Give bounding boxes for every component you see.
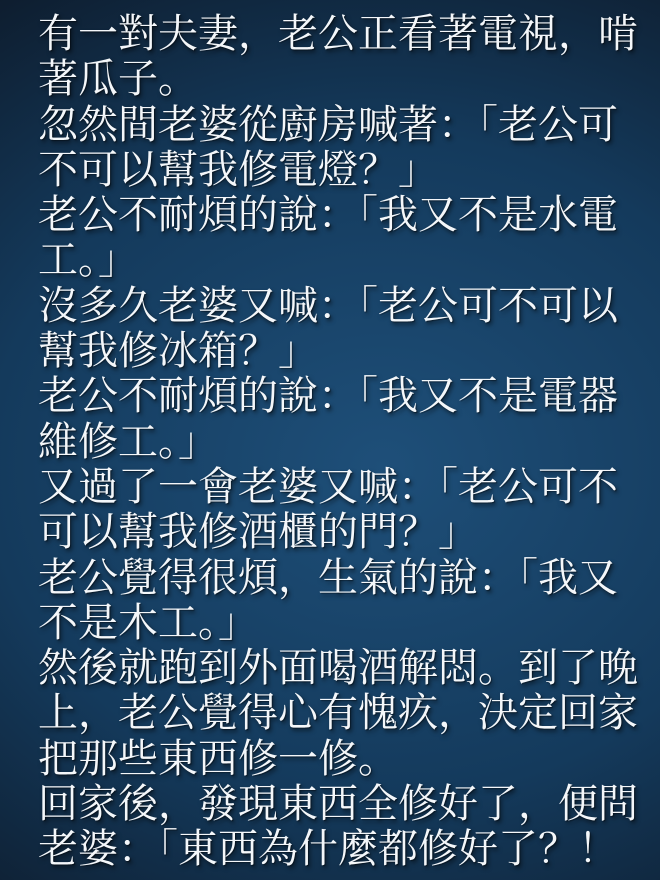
text-line: 可以幫我修酒櫃的門？」 [38, 509, 478, 556]
story-text-block [38, 12, 644, 873]
text-line: 有一對夫妻，老公正看著電視，啃 [38, 11, 638, 57]
text-line: 工。」 [38, 237, 138, 284]
text-line: 不可以幫我修電燈？」 [38, 146, 438, 193]
text-line: 上，老公覺得心有愧疚，決定回家 [38, 690, 638, 737]
text-line: 不是木工。」 [38, 599, 258, 646]
text-line: 維修工。」 [38, 418, 218, 465]
text-line: 老公不耐煩的說：「我又不是電器 [38, 373, 618, 420]
text-line: 把那些東西修一修。 [38, 735, 398, 782]
text-line: 老公覺得很煩，生氣的說：「我又 [38, 554, 618, 601]
text-line: 幫我修冰箱？」 [38, 328, 318, 375]
text-line: 然後就跑到外面喝酒解悶。到了晚 [38, 645, 638, 692]
text-line: 忽然間老婆從廚房喊著：「老公可 [38, 101, 618, 148]
text-line: 回家後，發現東西全修好了，便問 [38, 781, 638, 828]
text-line: 老公不耐煩的說：「我又不是水電 [38, 192, 618, 239]
text-line: 著瓜子。 [38, 56, 198, 103]
text-line: 老婆：「東西為什麼都修好了？！ [38, 826, 618, 873]
text-line: 沒多久老婆又喊：「老公可不可以 [38, 282, 618, 329]
text-line: 又過了一會老婆又喊：「老公可不 [38, 463, 618, 510]
